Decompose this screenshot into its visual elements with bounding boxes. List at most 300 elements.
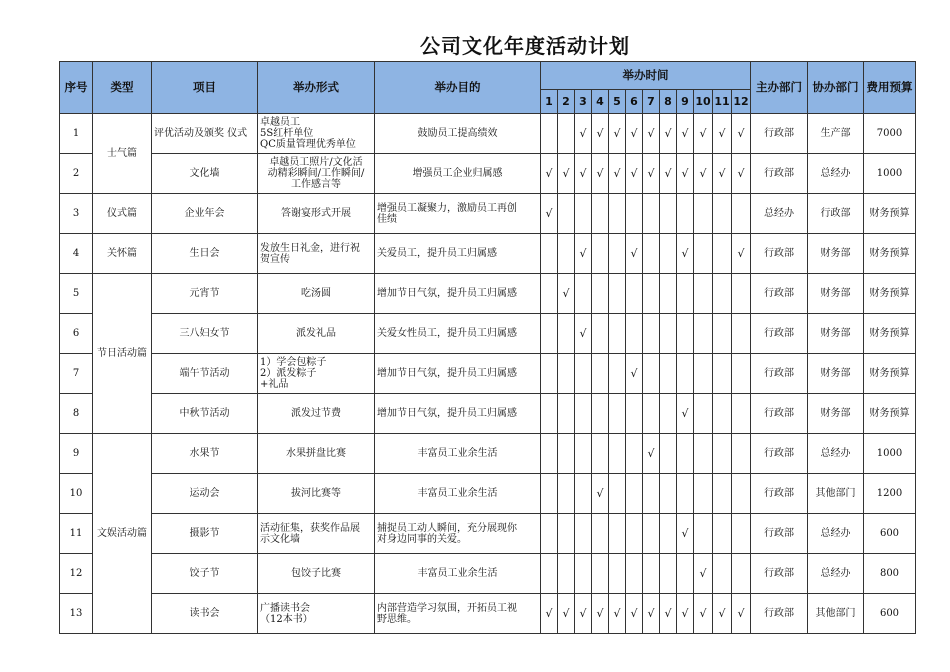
month-cell <box>541 234 558 274</box>
month-cell <box>660 234 677 274</box>
header-item: 项目 <box>152 62 258 114</box>
format-cell <box>258 594 375 634</box>
purpose-cell <box>375 394 541 434</box>
month-cell <box>626 194 643 234</box>
month-cell <box>558 194 575 234</box>
cell-line: 内部营造学习氛围，开拓员工视 <box>377 602 517 614</box>
item-cell: 文化墙 <box>152 154 258 194</box>
month-cell <box>713 554 732 594</box>
host-cell: 行政部 <box>751 354 808 394</box>
month-cell <box>609 434 626 474</box>
cell-line: 水果拼盘比赛 <box>286 448 346 459</box>
month-cell <box>660 194 677 234</box>
item-cell: 水果节 <box>152 434 258 474</box>
cell-line: 贺宣传 <box>260 253 290 265</box>
table-row <box>60 554 916 594</box>
month-cell: √ <box>660 594 677 634</box>
budget-cell: 1000 <box>864 154 916 194</box>
budget-cell: 1000 <box>864 434 916 474</box>
month-cell: √ <box>592 474 609 514</box>
month-cell <box>541 314 558 354</box>
month-cell: √ <box>677 234 694 274</box>
month-header: 6 <box>626 90 643 114</box>
format-cell <box>258 554 375 594</box>
format-cell <box>258 194 375 234</box>
month-cell: √ <box>609 594 626 634</box>
month-cell <box>677 314 694 354</box>
purpose-cell <box>375 554 541 594</box>
month-cell <box>592 234 609 274</box>
cell-line: （12本书） <box>260 613 313 625</box>
month-cell <box>558 554 575 594</box>
month-cell <box>677 474 694 514</box>
cell-line: 增加节日气氛，提升员工归属感 <box>377 408 517 419</box>
item-cell: 摄影节 <box>152 514 258 554</box>
type-cell: 士气篇 <box>93 114 152 194</box>
month-cell <box>677 434 694 474</box>
budget-cell: 财务预算 <box>864 314 916 354</box>
month-cell <box>558 314 575 354</box>
month-cell: √ <box>643 154 660 194</box>
cell-line: 增强员工凝聚力，激励员工再创 <box>377 202 517 214</box>
month-cell: √ <box>713 114 732 154</box>
host-cell: 行政部 <box>751 114 808 154</box>
month-cell: √ <box>592 154 609 194</box>
cell-line: 动精彩瞬间/工作瞬间/ <box>267 168 365 179</box>
month-header: 1 <box>541 90 558 114</box>
month-cell <box>575 194 592 234</box>
month-cell <box>732 394 751 434</box>
host-cell: 行政部 <box>751 594 808 634</box>
month-cell <box>609 554 626 594</box>
budget-cell: 800 <box>864 554 916 594</box>
month-cell <box>626 474 643 514</box>
month-cell: √ <box>677 594 694 634</box>
cell-line: 示文化墙 <box>260 533 300 545</box>
month-cell <box>713 234 732 274</box>
format-cell <box>258 354 375 394</box>
format-cell <box>258 154 375 194</box>
seq-cell: 8 <box>60 394 93 434</box>
month-cell: √ <box>677 394 694 434</box>
cell-line: 吃汤圆 <box>301 288 331 299</box>
cell-line: 佳绩 <box>377 213 397 225</box>
seq-cell: 10 <box>60 474 93 514</box>
month-cell: √ <box>575 314 592 354</box>
cell-line: +礼品 <box>260 379 289 390</box>
month-header: 10 <box>694 90 713 114</box>
budget-cell: 财务预算 <box>864 394 916 434</box>
assist-cell: 其他部门 <box>808 594 864 634</box>
host-cell: 行政部 <box>751 554 808 594</box>
cell-line: 增加节日气氛，提升员工归属感 <box>377 368 517 379</box>
month-cell <box>694 234 713 274</box>
purpose-cell <box>375 274 541 314</box>
table-row <box>60 114 916 154</box>
seq-cell: 1 <box>60 114 93 154</box>
month-cell: √ <box>626 154 643 194</box>
month-cell: √ <box>541 594 558 634</box>
assist-cell: 财务部 <box>808 234 864 274</box>
month-cell <box>694 274 713 314</box>
host-cell: 总经办 <box>751 194 808 234</box>
month-cell <box>592 434 609 474</box>
cell-line: 对身边同事的关爱。 <box>377 533 467 545</box>
assist-cell: 行政部 <box>808 194 864 234</box>
month-cell <box>732 274 751 314</box>
month-cell <box>694 194 713 234</box>
month-cell <box>713 194 732 234</box>
month-cell <box>643 194 660 234</box>
month-cell: √ <box>541 154 558 194</box>
month-cell <box>592 194 609 234</box>
month-cell: √ <box>626 114 643 154</box>
host-cell: 行政部 <box>751 234 808 274</box>
table-row <box>60 314 916 354</box>
month-cell <box>713 474 732 514</box>
assist-cell: 总经办 <box>808 514 864 554</box>
cell-line: 鼓励员工提高绩效 <box>417 128 498 139</box>
month-cell <box>558 354 575 394</box>
month-cell <box>732 434 751 474</box>
month-cell <box>541 554 558 594</box>
month-cell <box>592 394 609 434</box>
table-row <box>60 434 916 474</box>
host-cell: 行政部 <box>751 434 808 474</box>
seq-cell: 9 <box>60 434 93 474</box>
month-cell <box>660 314 677 354</box>
table-row <box>60 154 916 194</box>
month-cell <box>558 434 575 474</box>
cell-line: 增加节日气氛，提升员工归属感 <box>377 288 517 299</box>
month-cell <box>694 354 713 394</box>
month-cell <box>558 514 575 554</box>
month-cell <box>677 274 694 314</box>
month-cell <box>609 274 626 314</box>
budget-cell: 7000 <box>864 114 916 154</box>
item-cell: 三八妇女节 <box>152 314 258 354</box>
host-cell: 行政部 <box>751 274 808 314</box>
month-cell <box>732 194 751 234</box>
header-time: 举办时间 <box>541 62 751 90</box>
budget-cell: 财务预算 <box>864 354 916 394</box>
seq-cell: 12 <box>60 554 93 594</box>
table-row <box>60 394 916 434</box>
seq-cell: 7 <box>60 354 93 394</box>
month-cell: √ <box>541 194 558 234</box>
seq-cell: 3 <box>60 194 93 234</box>
header-host: 主办部门 <box>751 62 808 114</box>
month-cell <box>643 554 660 594</box>
month-cell <box>541 274 558 314</box>
month-cell <box>592 274 609 314</box>
month-cell <box>732 314 751 354</box>
item-cell: 饺子节 <box>152 554 258 594</box>
month-cell <box>592 314 609 354</box>
month-cell: √ <box>732 594 751 634</box>
month-cell <box>643 274 660 314</box>
month-cell: √ <box>694 154 713 194</box>
month-cell <box>575 394 592 434</box>
month-cell: √ <box>694 554 713 594</box>
table-row <box>60 474 916 514</box>
month-cell: √ <box>643 594 660 634</box>
month-cell: √ <box>626 354 643 394</box>
month-cell <box>677 354 694 394</box>
month-cell <box>694 514 713 554</box>
cell-line: 关爱女性员工，提升员工归属感 <box>377 328 517 339</box>
assist-cell: 财务部 <box>808 394 864 434</box>
month-cell: √ <box>575 594 592 634</box>
cell-line: 广播读书会 <box>260 602 310 614</box>
month-cell <box>575 274 592 314</box>
month-header: 4 <box>592 90 609 114</box>
seq-cell: 5 <box>60 274 93 314</box>
month-cell <box>694 474 713 514</box>
table-row <box>60 514 916 554</box>
month-header: 8 <box>660 90 677 114</box>
purpose-cell <box>375 194 541 234</box>
month-cell <box>609 514 626 554</box>
format-cell <box>258 434 375 474</box>
purpose-cell <box>375 354 541 394</box>
month-cell <box>609 394 626 434</box>
header-format: 举办形式 <box>258 62 375 114</box>
month-cell: √ <box>732 234 751 274</box>
month-cell <box>713 514 732 554</box>
item-cell: 评优活动及颁奖 仪式 <box>152 114 258 154</box>
cell-line: 5S红杆单位 <box>260 128 314 139</box>
month-cell <box>609 234 626 274</box>
month-cell <box>643 394 660 434</box>
format-cell <box>258 514 375 554</box>
format-cell <box>258 234 375 274</box>
table-row <box>60 594 916 634</box>
month-cell <box>643 474 660 514</box>
month-cell <box>541 514 558 554</box>
host-cell: 行政部 <box>751 314 808 354</box>
month-cell: √ <box>558 274 575 314</box>
item-cell: 中秋节活动 <box>152 394 258 434</box>
header-seq: 序号 <box>60 62 93 114</box>
assist-cell: 生产部 <box>808 114 864 154</box>
month-cell: √ <box>713 594 732 634</box>
month-cell <box>643 234 660 274</box>
month-cell: √ <box>732 114 751 154</box>
type-cell: 节日活动篇 <box>93 274 152 434</box>
cell-line: 拔河比赛等 <box>291 488 341 499</box>
assist-cell: 财务部 <box>808 354 864 394</box>
budget-cell: 1200 <box>864 474 916 514</box>
month-cell: √ <box>694 114 713 154</box>
cell-line: 工作感言等 <box>291 179 341 190</box>
month-cell <box>660 514 677 554</box>
month-cell: √ <box>677 114 694 154</box>
format-cell <box>258 474 375 514</box>
month-cell <box>592 514 609 554</box>
month-cell <box>609 474 626 514</box>
month-cell <box>575 354 592 394</box>
month-cell <box>592 554 609 594</box>
month-cell: √ <box>558 594 575 634</box>
month-cell <box>660 274 677 314</box>
purpose-cell <box>375 234 541 274</box>
month-cell <box>575 474 592 514</box>
host-cell: 行政部 <box>751 154 808 194</box>
month-cell <box>575 514 592 554</box>
month-cell <box>660 434 677 474</box>
month-cell <box>609 354 626 394</box>
cell-line: 丰富员工业余生活 <box>417 488 498 499</box>
seq-cell: 11 <box>60 514 93 554</box>
cell-line: 答谢宴形式开展 <box>281 208 351 219</box>
month-cell <box>575 554 592 594</box>
month-cell <box>694 314 713 354</box>
month-cell <box>694 434 713 474</box>
month-cell <box>732 354 751 394</box>
seq-cell: 13 <box>60 594 93 634</box>
cell-line: 派发礼品 <box>296 328 336 339</box>
month-cell <box>575 434 592 474</box>
assist-cell: 财务部 <box>808 314 864 354</box>
budget-cell: 财务预算 <box>864 194 916 234</box>
month-cell: √ <box>575 154 592 194</box>
month-header: 7 <box>643 90 660 114</box>
assist-cell: 其他部门 <box>808 474 864 514</box>
month-cell <box>660 554 677 594</box>
cell-line: 卓越员工照片/文化活 <box>269 157 363 168</box>
cell-line: QC质量管理优秀单位 <box>260 139 356 150</box>
month-cell: √ <box>677 154 694 194</box>
format-cell <box>258 314 375 354</box>
cell-line: 卓越员工 <box>260 117 300 128</box>
budget-cell: 财务预算 <box>864 234 916 274</box>
month-cell <box>541 394 558 434</box>
cell-line: 派发过节费 <box>291 408 341 419</box>
month-cell <box>643 354 660 394</box>
month-cell <box>660 394 677 434</box>
month-cell: √ <box>713 154 732 194</box>
month-cell: √ <box>732 154 751 194</box>
host-cell: 行政部 <box>751 394 808 434</box>
table-row <box>60 234 916 274</box>
month-cell <box>626 274 643 314</box>
item-cell: 端午节活动 <box>152 354 258 394</box>
month-cell: √ <box>643 434 660 474</box>
cell-line: 发放生日礼金，进行祝 <box>260 242 360 254</box>
item-cell: 元宵节 <box>152 274 258 314</box>
item-cell: 读书会 <box>152 594 258 634</box>
format-cell <box>258 394 375 434</box>
month-header: 2 <box>558 90 575 114</box>
month-cell <box>626 314 643 354</box>
month-cell: √ <box>609 154 626 194</box>
month-cell <box>541 354 558 394</box>
month-cell: √ <box>626 234 643 274</box>
month-cell <box>660 474 677 514</box>
month-cell <box>558 234 575 274</box>
budget-cell: 财务预算 <box>864 274 916 314</box>
cell-line: 丰富员工业余生活 <box>417 448 498 459</box>
month-cell <box>643 314 660 354</box>
month-cell <box>660 354 677 394</box>
format-cell <box>258 114 375 154</box>
month-cell <box>643 514 660 554</box>
cell-line: 丰富员工业余生活 <box>417 568 498 579</box>
budget-cell: 600 <box>864 594 916 634</box>
purpose-cell <box>375 434 541 474</box>
month-cell <box>713 434 732 474</box>
month-cell: √ <box>592 594 609 634</box>
month-cell: √ <box>626 594 643 634</box>
month-cell: √ <box>592 114 609 154</box>
month-cell <box>626 394 643 434</box>
header-type: 类型 <box>93 62 152 114</box>
month-cell <box>626 554 643 594</box>
table-row <box>60 194 916 234</box>
item-cell: 运动会 <box>152 474 258 514</box>
month-header: 9 <box>677 90 694 114</box>
cell-line: 增强员工企业归属感 <box>412 168 503 179</box>
activity-plan-table <box>59 61 916 634</box>
purpose-cell <box>375 314 541 354</box>
month-cell: √ <box>660 114 677 154</box>
type-cell: 仪式篇 <box>93 194 152 234</box>
month-cell <box>713 314 732 354</box>
budget-cell: 600 <box>864 514 916 554</box>
table-row <box>60 274 916 314</box>
month-header: 3 <box>575 90 592 114</box>
assist-cell: 总经办 <box>808 554 864 594</box>
type-cell: 关怀篇 <box>93 234 152 274</box>
month-cell: √ <box>677 514 694 554</box>
month-cell <box>592 354 609 394</box>
month-cell <box>626 514 643 554</box>
month-cell: √ <box>558 154 575 194</box>
month-cell <box>677 194 694 234</box>
table-row <box>60 354 916 394</box>
month-cell <box>541 474 558 514</box>
month-cell <box>626 434 643 474</box>
header-purpose: 举办目的 <box>375 62 541 114</box>
month-cell <box>541 114 558 154</box>
assist-cell: 总经办 <box>808 434 864 474</box>
sheet-title: 公司文化年度活动计划 <box>420 34 630 58</box>
month-cell <box>713 354 732 394</box>
item-cell: 生日会 <box>152 234 258 274</box>
month-cell <box>541 434 558 474</box>
cell-line: 活动征集，获奖作品展 <box>260 522 360 534</box>
month-cell <box>558 394 575 434</box>
cell-line: 野思维。 <box>377 613 417 625</box>
purpose-cell <box>375 594 541 634</box>
month-cell <box>732 474 751 514</box>
month-cell <box>677 554 694 594</box>
month-cell <box>558 474 575 514</box>
header-assist: 协办部门 <box>808 62 864 114</box>
assist-cell: 总经办 <box>808 154 864 194</box>
month-cell <box>732 514 751 554</box>
type-cell: 文娱活动篇 <box>93 434 152 634</box>
month-cell <box>609 194 626 234</box>
month-cell: √ <box>660 154 677 194</box>
cell-line: 关爱员工，提升员工归属感 <box>377 248 497 259</box>
month-cell: √ <box>694 594 713 634</box>
month-cell <box>558 114 575 154</box>
month-cell: √ <box>643 114 660 154</box>
host-cell: 行政部 <box>751 514 808 554</box>
purpose-cell <box>375 514 541 554</box>
